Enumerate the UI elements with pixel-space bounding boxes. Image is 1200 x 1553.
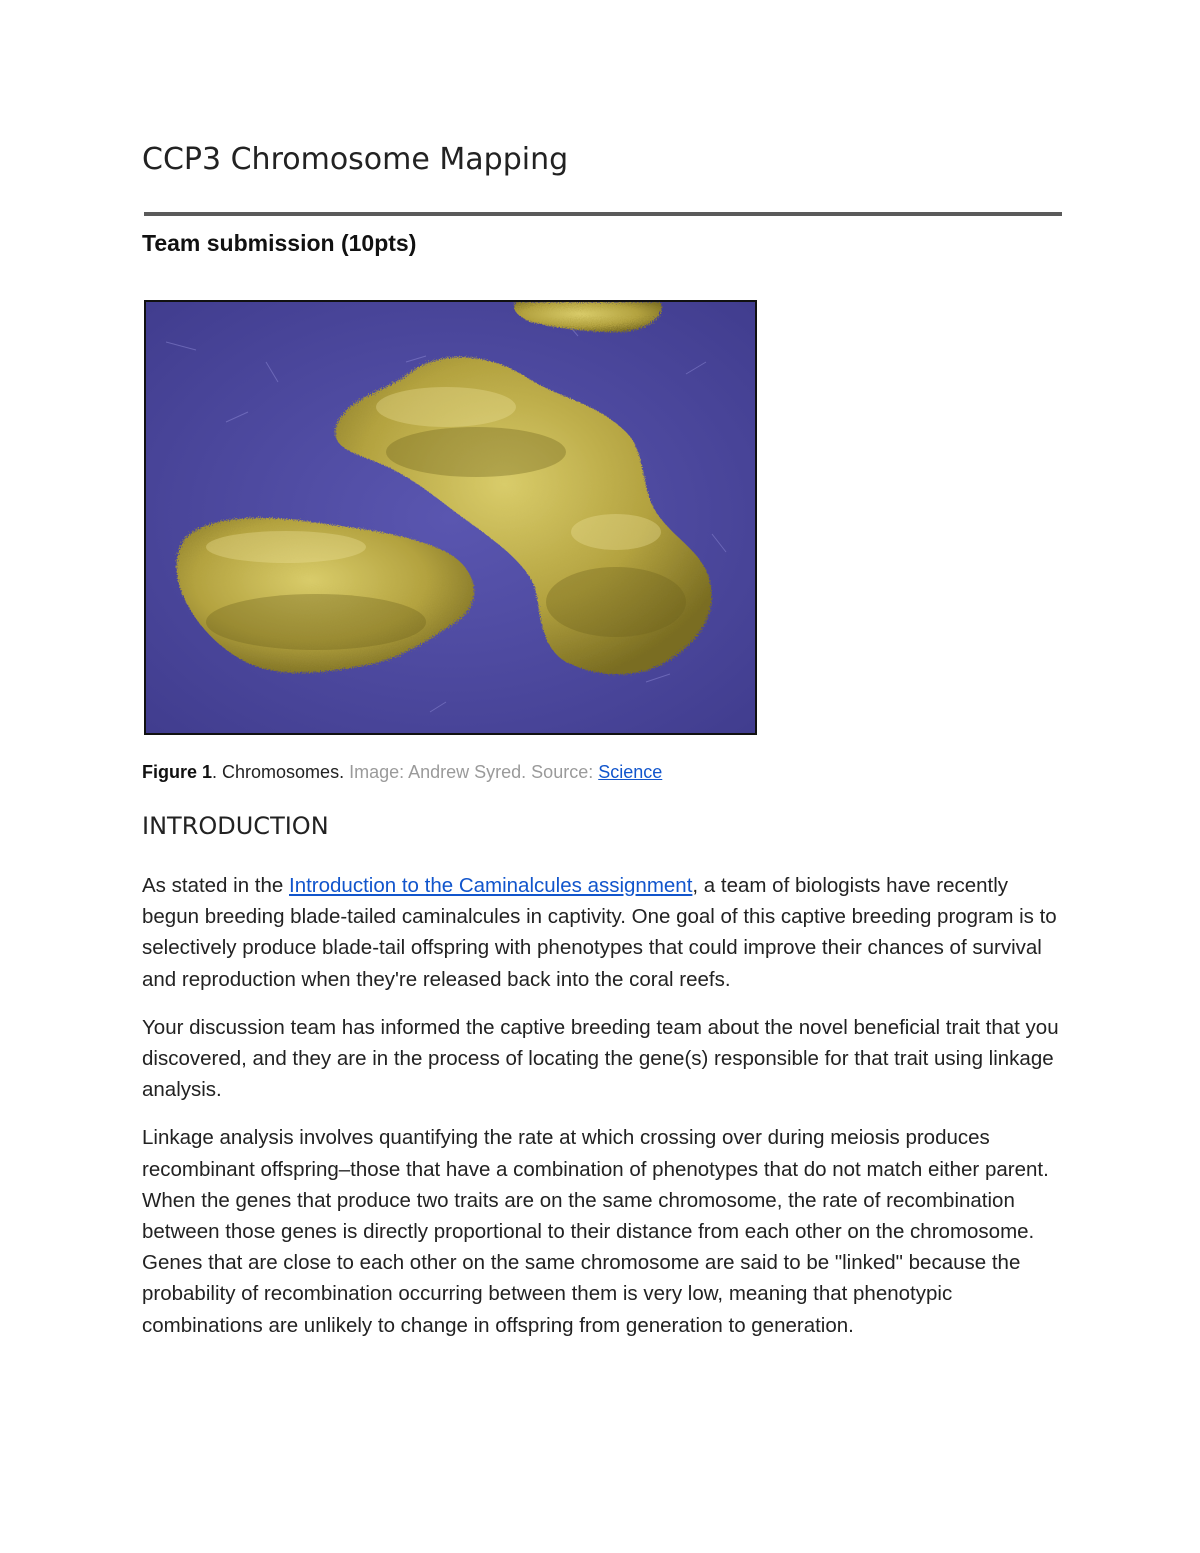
intro-paragraph-2: Your discussion team has informed the captive breeding team about the novel beneficial trait that you discovered, and they are in the process of locating the gene(s) responsible for that trait using linkage analysis. <box>142 1015 1059 1102</box>
document-title: CCP3 Chromosome Mapping <box>142 142 569 177</box>
intro-p1-before: As stated in the <box>142 874 290 897</box>
caminalcules-assignment-link[interactable]: Introduction to the Caminalcules assignment <box>289 874 693 897</box>
title-divider <box>144 212 1062 216</box>
caption-label: Figure 1 <box>142 762 213 782</box>
section-subtitle: Team submission (10pts) <box>142 230 417 256</box>
caption-text: Chromosomes. <box>222 762 345 782</box>
source-link[interactable]: Science <box>598 762 663 782</box>
chromosomes-figure <box>144 300 757 735</box>
intro-paragraph-1 <box>142 870 1062 995</box>
intro-paragraph-3: Linkage analysis involves quantifying the rate at which crossing over during meiosis produces recombinant offspring–those that have a combination of phenotypes that do not match either parent. When the genes that produce two traits are on the same chromosome, the rate of recombination between those genes is directly proportional to their distance from each other on the chromosome. Genes that are close to each other on the same chromosome are said to be "linked" because the probability of recombination occurring between them is very low, meaning that phenotypic combinations are unlikely to change in offspring from generation to generation. <box>142 1126 1049 1337</box>
caption-credit: Image: Andrew Syred. Source: <box>344 762 599 782</box>
figure-caption <box>142 762 662 783</box>
introduction-body <box>142 870 1062 1358</box>
chromosomes-micrograph-image <box>146 302 755 733</box>
intro-p1-after: , a team of biologists have recently begun breeding blade-tailed caminalcules in captivity. One goal of this captive breeding program is to selectively produce blade-tail offspring with phenotypes that could improve their chances of survival and reproduction when they're released back into the coral reefs. <box>142 874 1057 991</box>
introduction-heading: INTRODUCTION <box>142 812 329 840</box>
caption-separator: . <box>212 762 223 782</box>
